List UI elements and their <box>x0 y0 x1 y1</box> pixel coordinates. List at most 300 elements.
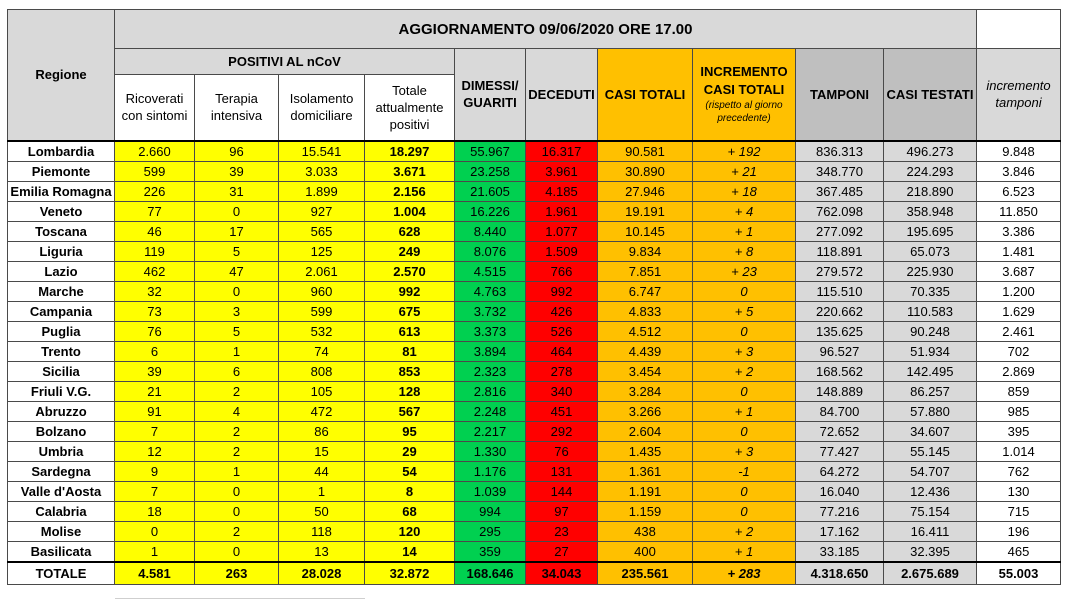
total-regione: TOTALE <box>8 562 115 585</box>
total-casi: 235.561 <box>598 562 693 585</box>
cell-testati: 70.335 <box>884 281 977 301</box>
cell-deceduti: 278 <box>526 361 598 381</box>
cell-inc-tamponi: 1.014 <box>977 441 1061 461</box>
cell-terapia: 0 <box>195 201 279 221</box>
cell-testati: 34.607 <box>884 421 977 441</box>
cell-dimessi: 4.515 <box>455 261 526 281</box>
cell-terapia: 96 <box>195 141 279 162</box>
cell-dimessi: 359 <box>455 541 526 562</box>
cell-testati: 86.257 <box>884 381 977 401</box>
cell-isolamento: 472 <box>279 401 365 421</box>
header-incremento <box>693 49 796 141</box>
cell-incremento: + 1 <box>693 401 796 421</box>
cell-regione: Puglia <box>8 321 115 341</box>
cell-incremento: + 4 <box>693 201 796 221</box>
cell-inc-tamponi: 702 <box>977 341 1061 361</box>
cell-tamponi: 96.527 <box>796 341 884 361</box>
cell-regione: Abruzzo <box>8 401 115 421</box>
cell-testati: 90.248 <box>884 321 977 341</box>
cell-regione: Bolzano <box>8 421 115 441</box>
cell-tamponi: 115.510 <box>796 281 884 301</box>
cell-testati: 54.707 <box>884 461 977 481</box>
cell-tamponi: 118.891 <box>796 241 884 261</box>
table-row <box>8 521 1061 541</box>
cell-incremento: -1 <box>693 461 796 481</box>
cell-casi: 4.833 <box>598 301 693 321</box>
cell-inc-tamponi: 2.869 <box>977 361 1061 381</box>
header-positivi: POSITIVI AL nCoV <box>115 49 455 75</box>
cell-incremento: 0 <box>693 501 796 521</box>
cell-incremento: + 3 <box>693 441 796 461</box>
cell-isolamento: 15 <box>279 441 365 461</box>
table-body <box>8 141 1061 585</box>
cell-tamponi: 220.662 <box>796 301 884 321</box>
cell-testati: 32.395 <box>884 541 977 562</box>
table-row <box>8 161 1061 181</box>
cell-tamponi: 16.040 <box>796 481 884 501</box>
table-row <box>8 441 1061 461</box>
cell-dimessi: 2.816 <box>455 381 526 401</box>
cell-inc-tamponi: 1.200 <box>977 281 1061 301</box>
cell-inc-tamponi: 9.848 <box>977 141 1061 162</box>
cell-inc-tamponi: 3.386 <box>977 221 1061 241</box>
cell-incremento: + 1 <box>693 541 796 562</box>
cell-tamponi: 64.272 <box>796 461 884 481</box>
cell-totale: 95 <box>365 421 455 441</box>
cell-casi: 10.145 <box>598 221 693 241</box>
total-tamponi: 4.318.650 <box>796 562 884 585</box>
cell-ricoverati: 6 <box>115 341 195 361</box>
cell-terapia: 39 <box>195 161 279 181</box>
cell-tamponi: 17.162 <box>796 521 884 541</box>
cell-casi: 3.266 <box>598 401 693 421</box>
total-totale: 32.872 <box>365 562 455 585</box>
cell-isolamento: 50 <box>279 501 365 521</box>
cell-isolamento: 13 <box>279 541 365 562</box>
cell-casi: 1.435 <box>598 441 693 461</box>
cell-inc-tamponi: 3.846 <box>977 161 1061 181</box>
cell-deceduti: 426 <box>526 301 598 321</box>
cell-regione: Emilia Romagna <box>8 181 115 201</box>
cell-ricoverati: 7 <box>115 421 195 441</box>
cell-ricoverati: 462 <box>115 261 195 281</box>
cell-totale: 8 <box>365 481 455 501</box>
cell-ricoverati: 7 <box>115 481 195 501</box>
cell-inc-tamponi: 3.687 <box>977 261 1061 281</box>
cell-deceduti: 340 <box>526 381 598 401</box>
cell-totale: 81 <box>365 341 455 361</box>
cell-testati: 65.073 <box>884 241 977 261</box>
cell-deceduti: 1.077 <box>526 221 598 241</box>
cell-casi: 3.454 <box>598 361 693 381</box>
cell-terapia: 4 <box>195 401 279 421</box>
cell-ricoverati: 32 <box>115 281 195 301</box>
header-tamponi: TAMPONI <box>796 49 884 141</box>
total-inc-tamponi: 55.003 <box>977 562 1061 585</box>
totals-row <box>8 562 1061 585</box>
cell-terapia: 0 <box>195 541 279 562</box>
header-regione: Regione <box>8 10 115 141</box>
cell-totale: 567 <box>365 401 455 421</box>
cell-totale: 68 <box>365 501 455 521</box>
cell-terapia: 17 <box>195 221 279 241</box>
cell-deceduti: 1.961 <box>526 201 598 221</box>
header-dimessi: DIMESSI/ GUARITI <box>455 49 526 141</box>
cell-deceduti: 766 <box>526 261 598 281</box>
cell-dimessi: 1.176 <box>455 461 526 481</box>
cell-incremento: + 2 <box>693 361 796 381</box>
cell-deceduti: 451 <box>526 401 598 421</box>
cell-incremento: + 8 <box>693 241 796 261</box>
cell-casi: 19.191 <box>598 201 693 221</box>
cell-ricoverati: 2.660 <box>115 141 195 162</box>
total-incremento: + 283 <box>693 562 796 585</box>
cell-tamponi: 77.427 <box>796 441 884 461</box>
cell-testati: 496.273 <box>884 141 977 162</box>
cell-ricoverati: 39 <box>115 361 195 381</box>
cell-tamponi: 135.625 <box>796 321 884 341</box>
cell-dimessi: 994 <box>455 501 526 521</box>
cell-isolamento: 74 <box>279 341 365 361</box>
table-row <box>8 401 1061 421</box>
cell-casi: 30.890 <box>598 161 693 181</box>
cell-dimessi: 3.732 <box>455 301 526 321</box>
cell-testati: 225.930 <box>884 261 977 281</box>
covid-table-container <box>7 9 1061 585</box>
cell-ricoverati: 1 <box>115 541 195 562</box>
cell-incremento: 0 <box>693 421 796 441</box>
cell-terapia: 2 <box>195 521 279 541</box>
cell-isolamento: 125 <box>279 241 365 261</box>
cell-ricoverati: 0 <box>115 521 195 541</box>
cell-regione: Valle d'Aosta <box>8 481 115 501</box>
cell-dimessi: 21.605 <box>455 181 526 201</box>
total-terapia: 263 <box>195 562 279 585</box>
cell-terapia: 0 <box>195 501 279 521</box>
cell-terapia: 2 <box>195 381 279 401</box>
cell-terapia: 0 <box>195 481 279 501</box>
cell-terapia: 5 <box>195 241 279 261</box>
total-deceduti: 34.043 <box>526 562 598 585</box>
cell-dimessi: 3.894 <box>455 341 526 361</box>
cell-totale: 54 <box>365 461 455 481</box>
cell-dimessi: 23.258 <box>455 161 526 181</box>
cell-regione: Friuli V.G. <box>8 381 115 401</box>
cell-ricoverati: 9 <box>115 461 195 481</box>
cell-testati: 358.948 <box>884 201 977 221</box>
cell-testati: 224.293 <box>884 161 977 181</box>
cell-terapia: 1 <box>195 461 279 481</box>
cell-deceduti: 526 <box>526 321 598 341</box>
header-incremento-tamponi: incremento tamponi <box>977 49 1061 141</box>
cell-deceduti: 97 <box>526 501 598 521</box>
cell-isolamento: 960 <box>279 281 365 301</box>
cell-dimessi: 8.440 <box>455 221 526 241</box>
cell-dimessi: 16.226 <box>455 201 526 221</box>
cell-isolamento: 565 <box>279 221 365 241</box>
cell-inc-tamponi: 465 <box>977 541 1061 562</box>
cell-isolamento: 105 <box>279 381 365 401</box>
cell-casi: 27.946 <box>598 181 693 201</box>
cell-totale: 613 <box>365 321 455 341</box>
cell-totale: 628 <box>365 221 455 241</box>
cell-ricoverati: 119 <box>115 241 195 261</box>
table-row <box>8 301 1061 321</box>
total-isolamento: 28.028 <box>279 562 365 585</box>
cell-totale: 120 <box>365 521 455 541</box>
cell-ricoverati: 46 <box>115 221 195 241</box>
cell-inc-tamponi: 2.461 <box>977 321 1061 341</box>
cell-isolamento: 927 <box>279 201 365 221</box>
cell-dimessi: 3.373 <box>455 321 526 341</box>
cell-totale: 992 <box>365 281 455 301</box>
cell-inc-tamponi: 985 <box>977 401 1061 421</box>
cell-inc-tamponi: 715 <box>977 501 1061 521</box>
cell-isolamento: 44 <box>279 461 365 481</box>
cell-tamponi: 277.092 <box>796 221 884 241</box>
cell-tamponi: 367.485 <box>796 181 884 201</box>
cell-totale: 2.156 <box>365 181 455 201</box>
cell-deceduti: 292 <box>526 421 598 441</box>
cell-regione: Liguria <box>8 241 115 261</box>
header-deceduti: DECEDUTI <box>526 49 598 141</box>
header-incremento-note: (rispetto al giorno precedente) <box>705 100 783 125</box>
table-row <box>8 221 1061 241</box>
table-row <box>8 201 1061 221</box>
cell-tamponi: 836.313 <box>796 141 884 162</box>
cell-totale: 14 <box>365 541 455 562</box>
cell-terapia: 6 <box>195 361 279 381</box>
cell-incremento: + 1 <box>693 221 796 241</box>
cell-tamponi: 348.770 <box>796 161 884 181</box>
cell-regione: Molise <box>8 521 115 541</box>
cell-ricoverati: 91 <box>115 401 195 421</box>
cell-casi: 6.747 <box>598 281 693 301</box>
cell-casi: 4.439 <box>598 341 693 361</box>
cell-incremento: + 5 <box>693 301 796 321</box>
cell-totale: 3.671 <box>365 161 455 181</box>
cell-inc-tamponi: 11.850 <box>977 201 1061 221</box>
table-row <box>8 541 1061 562</box>
cell-totale: 29 <box>365 441 455 461</box>
cell-totale: 128 <box>365 381 455 401</box>
cell-incremento: + 18 <box>693 181 796 201</box>
cell-testati: 218.890 <box>884 181 977 201</box>
header-corner-empty <box>977 10 1061 49</box>
cell-testati: 110.583 <box>884 301 977 321</box>
cell-inc-tamponi: 395 <box>977 421 1061 441</box>
cell-inc-tamponi: 1.481 <box>977 241 1061 261</box>
cell-ricoverati: 226 <box>115 181 195 201</box>
cell-ricoverati: 18 <box>115 501 195 521</box>
cell-tamponi: 762.098 <box>796 201 884 221</box>
cell-isolamento: 86 <box>279 421 365 441</box>
cell-dimessi: 2.323 <box>455 361 526 381</box>
cell-testati: 16.411 <box>884 521 977 541</box>
cell-dimessi: 1.330 <box>455 441 526 461</box>
header-casi-testati: CASI TESTATI <box>884 49 977 141</box>
cell-isolamento: 532 <box>279 321 365 341</box>
header-totale-positivi: Totale attualmente positivi <box>365 75 455 141</box>
cell-inc-tamponi: 130 <box>977 481 1061 501</box>
cell-terapia: 2 <box>195 441 279 461</box>
cell-terapia: 2 <box>195 421 279 441</box>
cell-dimessi: 55.967 <box>455 141 526 162</box>
table-row <box>8 381 1061 401</box>
table-row <box>8 181 1061 201</box>
table-row <box>8 241 1061 261</box>
cell-casi: 1.361 <box>598 461 693 481</box>
cell-regione: Veneto <box>8 201 115 221</box>
cell-incremento: + 21 <box>693 161 796 181</box>
cell-regione: Piemonte <box>8 161 115 181</box>
cell-casi: 7.851 <box>598 261 693 281</box>
cell-inc-tamponi: 1.629 <box>977 301 1061 321</box>
cell-incremento: 0 <box>693 481 796 501</box>
cell-terapia: 3 <box>195 301 279 321</box>
total-dimessi: 168.646 <box>455 562 526 585</box>
cell-terapia: 5 <box>195 321 279 341</box>
cell-regione: Trento <box>8 341 115 361</box>
cell-regione: Calabria <box>8 501 115 521</box>
cell-regione: Sardegna <box>8 461 115 481</box>
cell-casi: 400 <box>598 541 693 562</box>
table-row <box>8 461 1061 481</box>
header-isolamento: Isolamento domiciliare <box>279 75 365 141</box>
cell-testati: 12.436 <box>884 481 977 501</box>
cell-regione: Toscana <box>8 221 115 241</box>
cell-casi: 9.834 <box>598 241 693 261</box>
cell-deceduti: 144 <box>526 481 598 501</box>
cell-isolamento: 599 <box>279 301 365 321</box>
table-row <box>8 281 1061 301</box>
cell-ricoverati: 73 <box>115 301 195 321</box>
cell-terapia: 47 <box>195 261 279 281</box>
cell-ricoverati: 12 <box>115 441 195 461</box>
cell-casi: 3.284 <box>598 381 693 401</box>
page-title: AGGIORNAMENTO 09/06/2020 ORE 17.00 <box>115 10 977 49</box>
cell-regione: Umbria <box>8 441 115 461</box>
cell-deceduti: 464 <box>526 341 598 361</box>
cell-dimessi: 4.763 <box>455 281 526 301</box>
cell-incremento: + 192 <box>693 141 796 162</box>
cell-isolamento: 118 <box>279 521 365 541</box>
cell-tamponi: 148.889 <box>796 381 884 401</box>
cell-testati: 195.695 <box>884 221 977 241</box>
cell-deceduti: 4.185 <box>526 181 598 201</box>
cell-casi: 438 <box>598 521 693 541</box>
table-row <box>8 421 1061 441</box>
header-terapia: Terapia intensiva <box>195 75 279 141</box>
cell-casi: 1.159 <box>598 501 693 521</box>
cell-isolamento: 1.899 <box>279 181 365 201</box>
header-casi-totali: CASI TOTALI <box>598 49 693 141</box>
cell-testati: 142.495 <box>884 361 977 381</box>
divider <box>115 598 365 599</box>
cell-terapia: 0 <box>195 281 279 301</box>
cell-testati: 51.934 <box>884 341 977 361</box>
cell-terapia: 31 <box>195 181 279 201</box>
cell-deceduti: 3.961 <box>526 161 598 181</box>
cell-regione: Lazio <box>8 261 115 281</box>
cell-dimessi: 8.076 <box>455 241 526 261</box>
cell-casi: 4.512 <box>598 321 693 341</box>
cell-dimessi: 2.217 <box>455 421 526 441</box>
table-row <box>8 501 1061 521</box>
table-row <box>8 261 1061 281</box>
cell-incremento: 0 <box>693 381 796 401</box>
cell-inc-tamponi: 859 <box>977 381 1061 401</box>
cell-deceduti: 992 <box>526 281 598 301</box>
cell-deceduti: 27 <box>526 541 598 562</box>
cell-dimessi: 2.248 <box>455 401 526 421</box>
cell-ricoverati: 21 <box>115 381 195 401</box>
cell-casi: 90.581 <box>598 141 693 162</box>
cell-totale: 2.570 <box>365 261 455 281</box>
total-ricoverati: 4.581 <box>115 562 195 585</box>
cell-ricoverati: 76 <box>115 321 195 341</box>
cell-tamponi: 168.562 <box>796 361 884 381</box>
cell-regione: Marche <box>8 281 115 301</box>
table-row <box>8 481 1061 501</box>
cell-testati: 75.154 <box>884 501 977 521</box>
cell-deceduti: 1.509 <box>526 241 598 261</box>
cell-totale: 853 <box>365 361 455 381</box>
cell-deceduti: 16.317 <box>526 141 598 162</box>
cell-inc-tamponi: 196 <box>977 521 1061 541</box>
cell-tamponi: 72.652 <box>796 421 884 441</box>
cell-terapia: 1 <box>195 341 279 361</box>
cell-incremento: + 2 <box>693 521 796 541</box>
cell-incremento: + 3 <box>693 341 796 361</box>
table-row <box>8 321 1061 341</box>
total-testati: 2.675.689 <box>884 562 977 585</box>
covid-table <box>7 9 1061 585</box>
cell-tamponi: 279.572 <box>796 261 884 281</box>
cell-incremento: 0 <box>693 281 796 301</box>
cell-isolamento: 2.061 <box>279 261 365 281</box>
cell-totale: 1.004 <box>365 201 455 221</box>
cell-regione: Campania <box>8 301 115 321</box>
table-row <box>8 341 1061 361</box>
cell-tamponi: 84.700 <box>796 401 884 421</box>
cell-ricoverati: 599 <box>115 161 195 181</box>
cell-deceduti: 131 <box>526 461 598 481</box>
cell-regione: Lombardia <box>8 141 115 162</box>
cell-incremento: + 23 <box>693 261 796 281</box>
cell-tamponi: 33.185 <box>796 541 884 562</box>
cell-isolamento: 808 <box>279 361 365 381</box>
cell-totale: 249 <box>365 241 455 261</box>
cell-regione: Sicilia <box>8 361 115 381</box>
cell-testati: 55.145 <box>884 441 977 461</box>
header-ricoverati: Ricoverati con sintomi <box>115 75 195 141</box>
cell-isolamento: 15.541 <box>279 141 365 162</box>
cell-casi: 2.604 <box>598 421 693 441</box>
cell-deceduti: 76 <box>526 441 598 461</box>
cell-totale: 18.297 <box>365 141 455 162</box>
cell-tamponi: 77.216 <box>796 501 884 521</box>
cell-testati: 57.880 <box>884 401 977 421</box>
cell-incremento: 0 <box>693 321 796 341</box>
cell-regione: Basilicata <box>8 541 115 562</box>
cell-inc-tamponi: 762 <box>977 461 1061 481</box>
cell-isolamento: 1 <box>279 481 365 501</box>
cell-totale: 675 <box>365 301 455 321</box>
cell-inc-tamponi: 6.523 <box>977 181 1061 201</box>
table-row <box>8 141 1061 162</box>
cell-ricoverati: 77 <box>115 201 195 221</box>
